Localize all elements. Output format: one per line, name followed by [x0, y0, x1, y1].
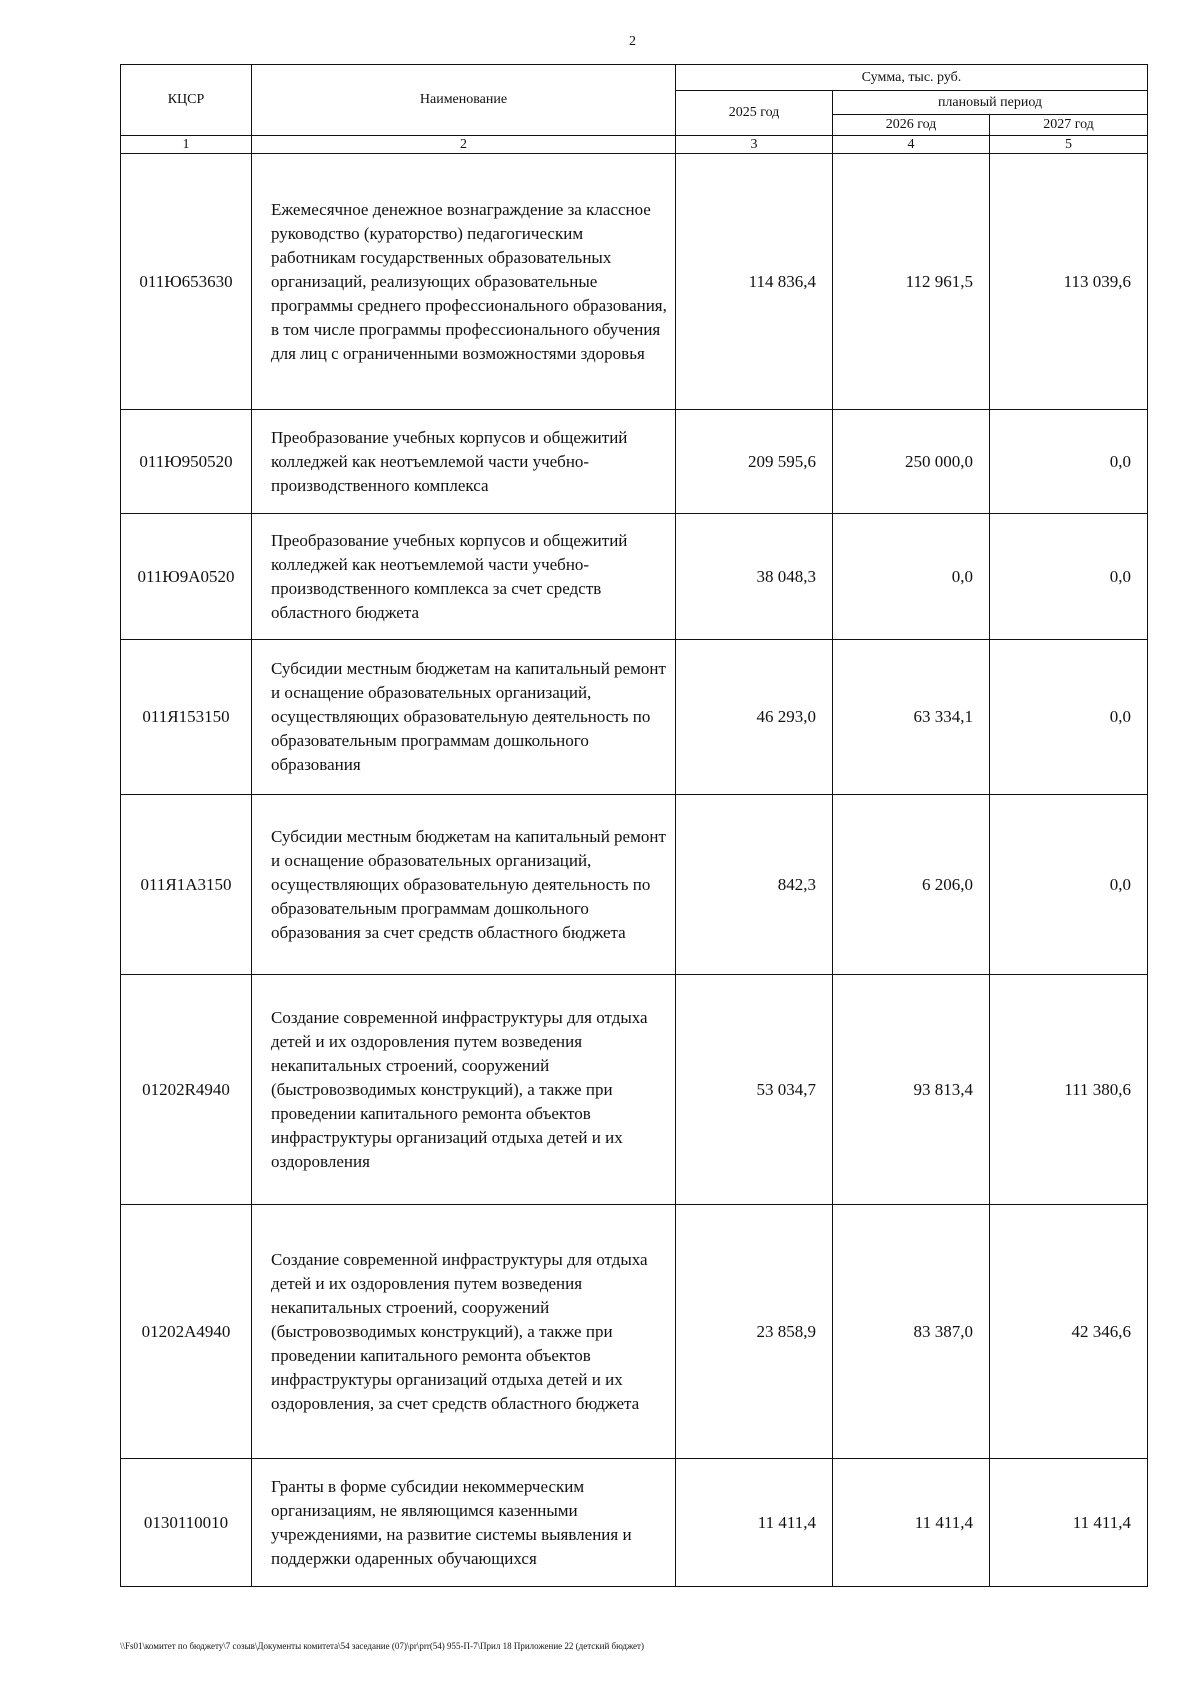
row-name: Ежемесячное денежное вознаграждение за классное руководство (кураторство) педагогическим работникам государственных образовательных организаций, реализующих образовательные программы среднего профессионального образования, в том числе программы профессионального обучения для лиц с ограниченными возможностями здоровья [252, 154, 676, 410]
column-number: 4 [833, 136, 990, 154]
row-name: Субсидии местным бюджетам на капитальный ремонт и оснащение образовательных организаций, осуществляющих образовательную деятельность по образовательным программам дошкольного образования за счет средств областного бюджета [252, 795, 676, 975]
row-value-2027: 0,0 [990, 514, 1148, 640]
budget-table [120, 64, 1148, 1587]
row-value-2025: 53 034,7 [676, 975, 833, 1205]
row-value-2025: 842,3 [676, 795, 833, 975]
row-value-2027: 11 411,4 [990, 1459, 1148, 1587]
table-row [121, 154, 1148, 410]
row-code: 01202R4940 [121, 975, 252, 1205]
row-code: 01202А4940 [121, 1205, 252, 1459]
header-code: КЦСР [121, 65, 252, 136]
row-value-2027: 42 346,6 [990, 1205, 1148, 1459]
row-name: Создание современной инфраструктуры для отдыха детей и их оздоровления путем возведения некапитальных строений, сооружений (быстровозводимых конструкций), а также при проведении капитального ремонта объектов инфраструктуры организаций отдыха детей и их оздоровления, за счет средств областного бюджета [252, 1205, 676, 1459]
row-value-2026: 93 813,4 [833, 975, 990, 1205]
row-code: 0130110010 [121, 1459, 252, 1587]
table-row [121, 640, 1148, 795]
header-year-2025: 2025 год [676, 91, 833, 136]
row-name: Преобразование учебных корпусов и общежитий колледжей как неотъемлемой части учебно-производственного комплекса за счет средств областного бюджета [252, 514, 676, 640]
row-value-2027: 0,0 [990, 795, 1148, 975]
row-name: Преобразование учебных корпусов и общежитий колледжей как неотъемлемой части учебно-производственного комплекса [252, 410, 676, 514]
row-value-2026: 0,0 [833, 514, 990, 640]
row-value-2025: 23 858,9 [676, 1205, 833, 1459]
header-year-2027: 2027 год [990, 115, 1148, 136]
row-value-2026: 83 387,0 [833, 1205, 990, 1459]
header-year-2026: 2026 год [833, 115, 990, 136]
row-value-2025: 38 048,3 [676, 514, 833, 640]
row-value-2026: 250 000,0 [833, 410, 990, 514]
row-name: Гранты в форме субсидии некоммерческим организациям, не являющимся казенными учреждениями, на развитие системы выявления и поддержки одаренных обучающихся [252, 1459, 676, 1587]
row-code: 011Ю950520 [121, 410, 252, 514]
column-number: 5 [990, 136, 1148, 154]
column-number: 3 [676, 136, 833, 154]
table-row [121, 1205, 1148, 1459]
row-value-2026: 11 411,4 [833, 1459, 990, 1587]
row-value-2026: 6 206,0 [833, 795, 990, 975]
row-value-2027: 0,0 [990, 410, 1148, 514]
row-value-2026: 63 334,1 [833, 640, 990, 795]
header-name: Наименование [252, 65, 676, 136]
row-value-2026: 112 961,5 [833, 154, 990, 410]
row-code: 011Ю9А0520 [121, 514, 252, 640]
row-value-2025: 209 595,6 [676, 410, 833, 514]
column-number: 1 [121, 136, 252, 154]
row-code: 011Ю653630 [121, 154, 252, 410]
row-code: 011Я1А3150 [121, 795, 252, 975]
row-value-2025: 11 411,4 [676, 1459, 833, 1587]
header-sum: Сумма, тыс. руб. [676, 65, 1148, 91]
header-planning-period: плановый период [833, 91, 1148, 115]
table-row [121, 514, 1148, 640]
table-row [121, 795, 1148, 975]
row-value-2027: 0,0 [990, 640, 1148, 795]
row-value-2025: 114 836,4 [676, 154, 833, 410]
page-number: 2 [629, 34, 636, 49]
row-value-2027: 113 039,6 [990, 154, 1148, 410]
row-name: Субсидии местным бюджетам на капитальный ремонт и оснащение образовательных организаций, осуществляющих образовательную деятельность по образовательным программам дошкольного образования [252, 640, 676, 795]
column-number: 2 [252, 136, 676, 154]
table-row [121, 410, 1148, 514]
row-name: Создание современной инфраструктуры для отдыха детей и их оздоровления путем возведения некапитальных строений, сооружений (быстровозводимых конструкций), а также при проведении капитального ремонта объектов инфраструктуры организаций отдыха детей и их оздоровления [252, 975, 676, 1205]
table-row [121, 1459, 1148, 1587]
row-code: 011Я153150 [121, 640, 252, 795]
row-value-2027: 111 380,6 [990, 975, 1148, 1205]
table-row [121, 975, 1148, 1205]
footer-file-path: \\Fs01\комитет по бюджету\7 созыв\Документы комитета\54 заседание (07)\pr\prr(54) 955-П-7\Прил 18 Приложение 22 (детский бюджет) [120, 1641, 644, 1651]
row-value-2025: 46 293,0 [676, 640, 833, 795]
